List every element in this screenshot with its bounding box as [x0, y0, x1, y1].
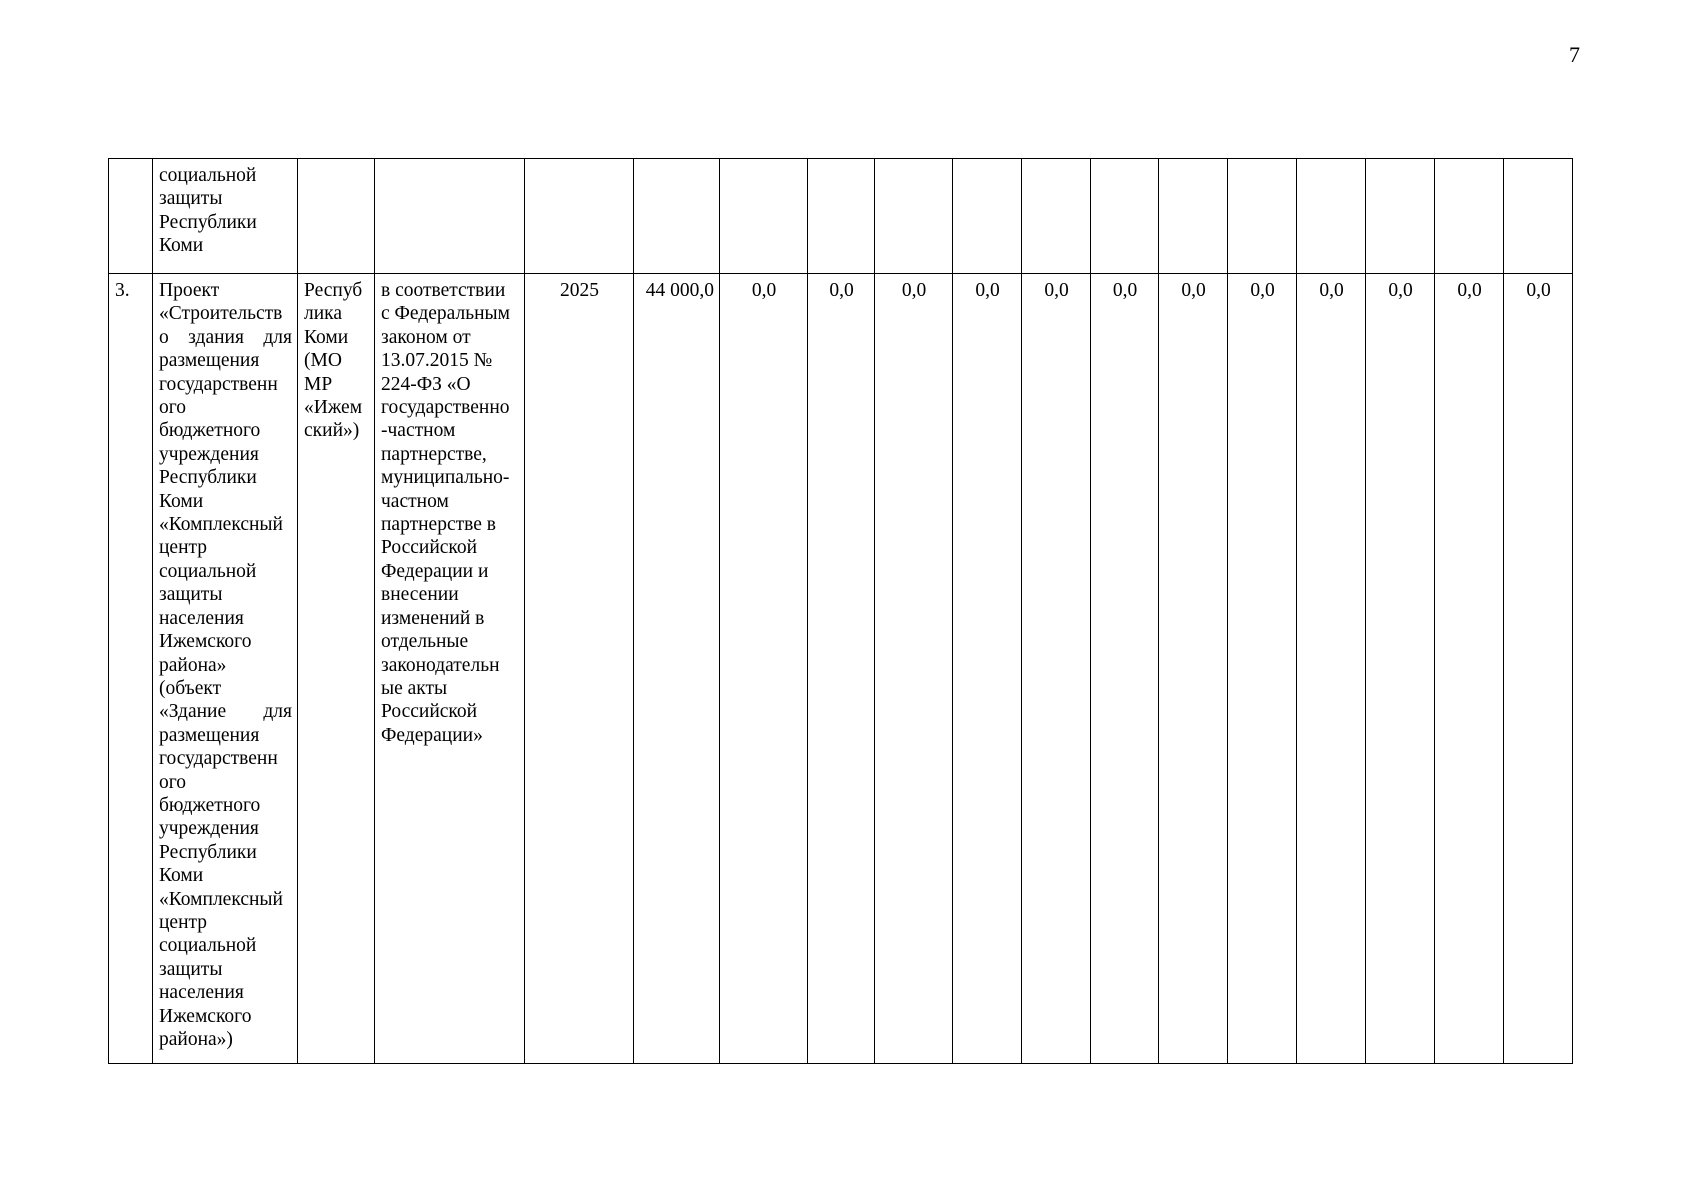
name-line: защиты: [159, 584, 223, 606]
name-line: защиты: [159, 958, 223, 980]
basis-line: -частном: [381, 420, 456, 442]
basis-line: изменений в: [381, 607, 485, 629]
cell-value: [1022, 159, 1091, 274]
name-line: «Комплексный: [159, 888, 283, 910]
cell-value: [808, 159, 875, 274]
cell-name: [153, 274, 298, 1064]
cell-value: 0,0: [1022, 274, 1091, 1064]
cell-value: 0,0: [1504, 274, 1573, 1064]
name-line: бюджетного: [159, 794, 261, 816]
cell-value: [1504, 159, 1573, 274]
cell-name: [153, 159, 298, 274]
basis-line: с Федеральным: [381, 303, 510, 325]
cell-value: [1297, 159, 1366, 274]
name-line: социальной: [159, 560, 257, 582]
cell-value: 0,0: [1297, 274, 1366, 1064]
name-line: социальной: [159, 165, 257, 186]
cell-value: 0,0: [808, 274, 875, 1064]
basis-line: муниципально-: [381, 467, 510, 489]
basis-line: в соответствии: [381, 280, 506, 301]
cell-index: [109, 159, 153, 274]
basis-line: государственно: [381, 397, 510, 419]
name-line: учреждения: [159, 818, 259, 840]
basis-line: Федерации и: [381, 560, 489, 582]
cell-value: 0,0: [875, 274, 953, 1064]
name-line: Коми: [159, 490, 204, 512]
name-line: учреждения: [159, 443, 259, 465]
cell-value: [1435, 159, 1504, 274]
cell-territory: [298, 159, 375, 274]
territory-line: лика: [304, 303, 343, 325]
table-row-3: [109, 274, 1573, 1064]
name-line: населения: [159, 607, 244, 629]
name-line: центр: [159, 911, 208, 933]
name-line: Коми: [159, 865, 204, 887]
basis-line: Российской: [381, 537, 478, 559]
basis-line: партнерстве в: [381, 514, 496, 536]
cell-value: [875, 159, 953, 274]
name-line: «Комплексный: [159, 514, 283, 536]
territory-line: «Ижем: [304, 397, 363, 419]
cell-value: [1228, 159, 1297, 274]
page-number: 7: [1569, 42, 1580, 67]
cell-value: 0,0: [1366, 274, 1435, 1064]
basis-line: законом от: [381, 326, 471, 348]
basis-line: законодательн: [381, 654, 500, 676]
cell-value: [953, 159, 1022, 274]
name-line: социальной: [159, 935, 257, 957]
cell-value: [1366, 159, 1435, 274]
cell-value: 0,0: [1091, 274, 1159, 1064]
cell-territory: [298, 274, 375, 1064]
basis-line: частном: [381, 490, 449, 512]
name-line: района»: [159, 654, 227, 676]
name-line: «Здание для: [159, 701, 292, 723]
cell-index: 3.: [109, 274, 153, 1064]
territory-line: ский»): [304, 420, 360, 442]
name-line: Ижемского: [159, 1005, 252, 1027]
territory-line: МР: [304, 373, 333, 395]
name-line: ого: [159, 771, 187, 793]
name-line: (объект: [159, 677, 222, 699]
basis-line: 13.07.2015 №: [381, 350, 493, 372]
cell-value: 0,0: [1159, 274, 1228, 1064]
cell-value: [720, 159, 808, 274]
name-line: населения: [159, 982, 244, 1004]
cell-value: [1159, 159, 1228, 274]
territory-line: Респуб: [304, 280, 363, 301]
name-line: Ижемского: [159, 631, 252, 653]
name-line: района»): [159, 1029, 233, 1050]
basis-line: 224-ФЗ «О: [381, 373, 471, 395]
basis-line: Федерации»: [381, 724, 483, 746]
name-line: Коми: [159, 235, 204, 257]
table-row-continuation: [109, 159, 1573, 274]
name-line: защиты: [159, 188, 223, 210]
basis-line: партнерстве,: [381, 443, 487, 465]
name-line: Республики: [159, 211, 257, 233]
cell-year: [525, 159, 634, 274]
name-line: Республики: [159, 841, 257, 863]
basis-line: Российской: [381, 701, 478, 723]
name-line: размещения: [159, 350, 260, 372]
cell-value: 0,0: [1228, 274, 1297, 1064]
cell-value: [1091, 159, 1159, 274]
name-line: ого: [159, 397, 187, 419]
name-line: размещения: [159, 724, 260, 746]
name-line: о здания для: [159, 326, 292, 348]
cell-amount: [634, 159, 720, 274]
name-line: государственн: [159, 373, 278, 395]
name-line: центр: [159, 537, 208, 559]
name-line: Проект: [159, 280, 220, 301]
name-line: бюджетного: [159, 420, 261, 442]
cell-value: 0,0: [1435, 274, 1504, 1064]
cell-year: 2025: [525, 274, 634, 1064]
territory-line: Коми: [304, 326, 349, 348]
name-line: государственн: [159, 748, 278, 770]
name-line: «Строительств: [159, 303, 283, 325]
document-table: [108, 158, 1573, 1064]
cell-basis: [375, 274, 525, 1064]
territory-line: (МО: [304, 350, 342, 372]
name-line: Республики: [159, 467, 257, 489]
basis-line: ые акты: [381, 677, 448, 699]
cell-amount: 44 000,0: [634, 274, 720, 1064]
cell-value: 0,0: [953, 274, 1022, 1064]
basis-line: отдельные: [381, 631, 469, 653]
cell-basis: [375, 159, 525, 274]
cell-value: 0,0: [720, 274, 808, 1064]
basis-line: внесении: [381, 584, 459, 606]
